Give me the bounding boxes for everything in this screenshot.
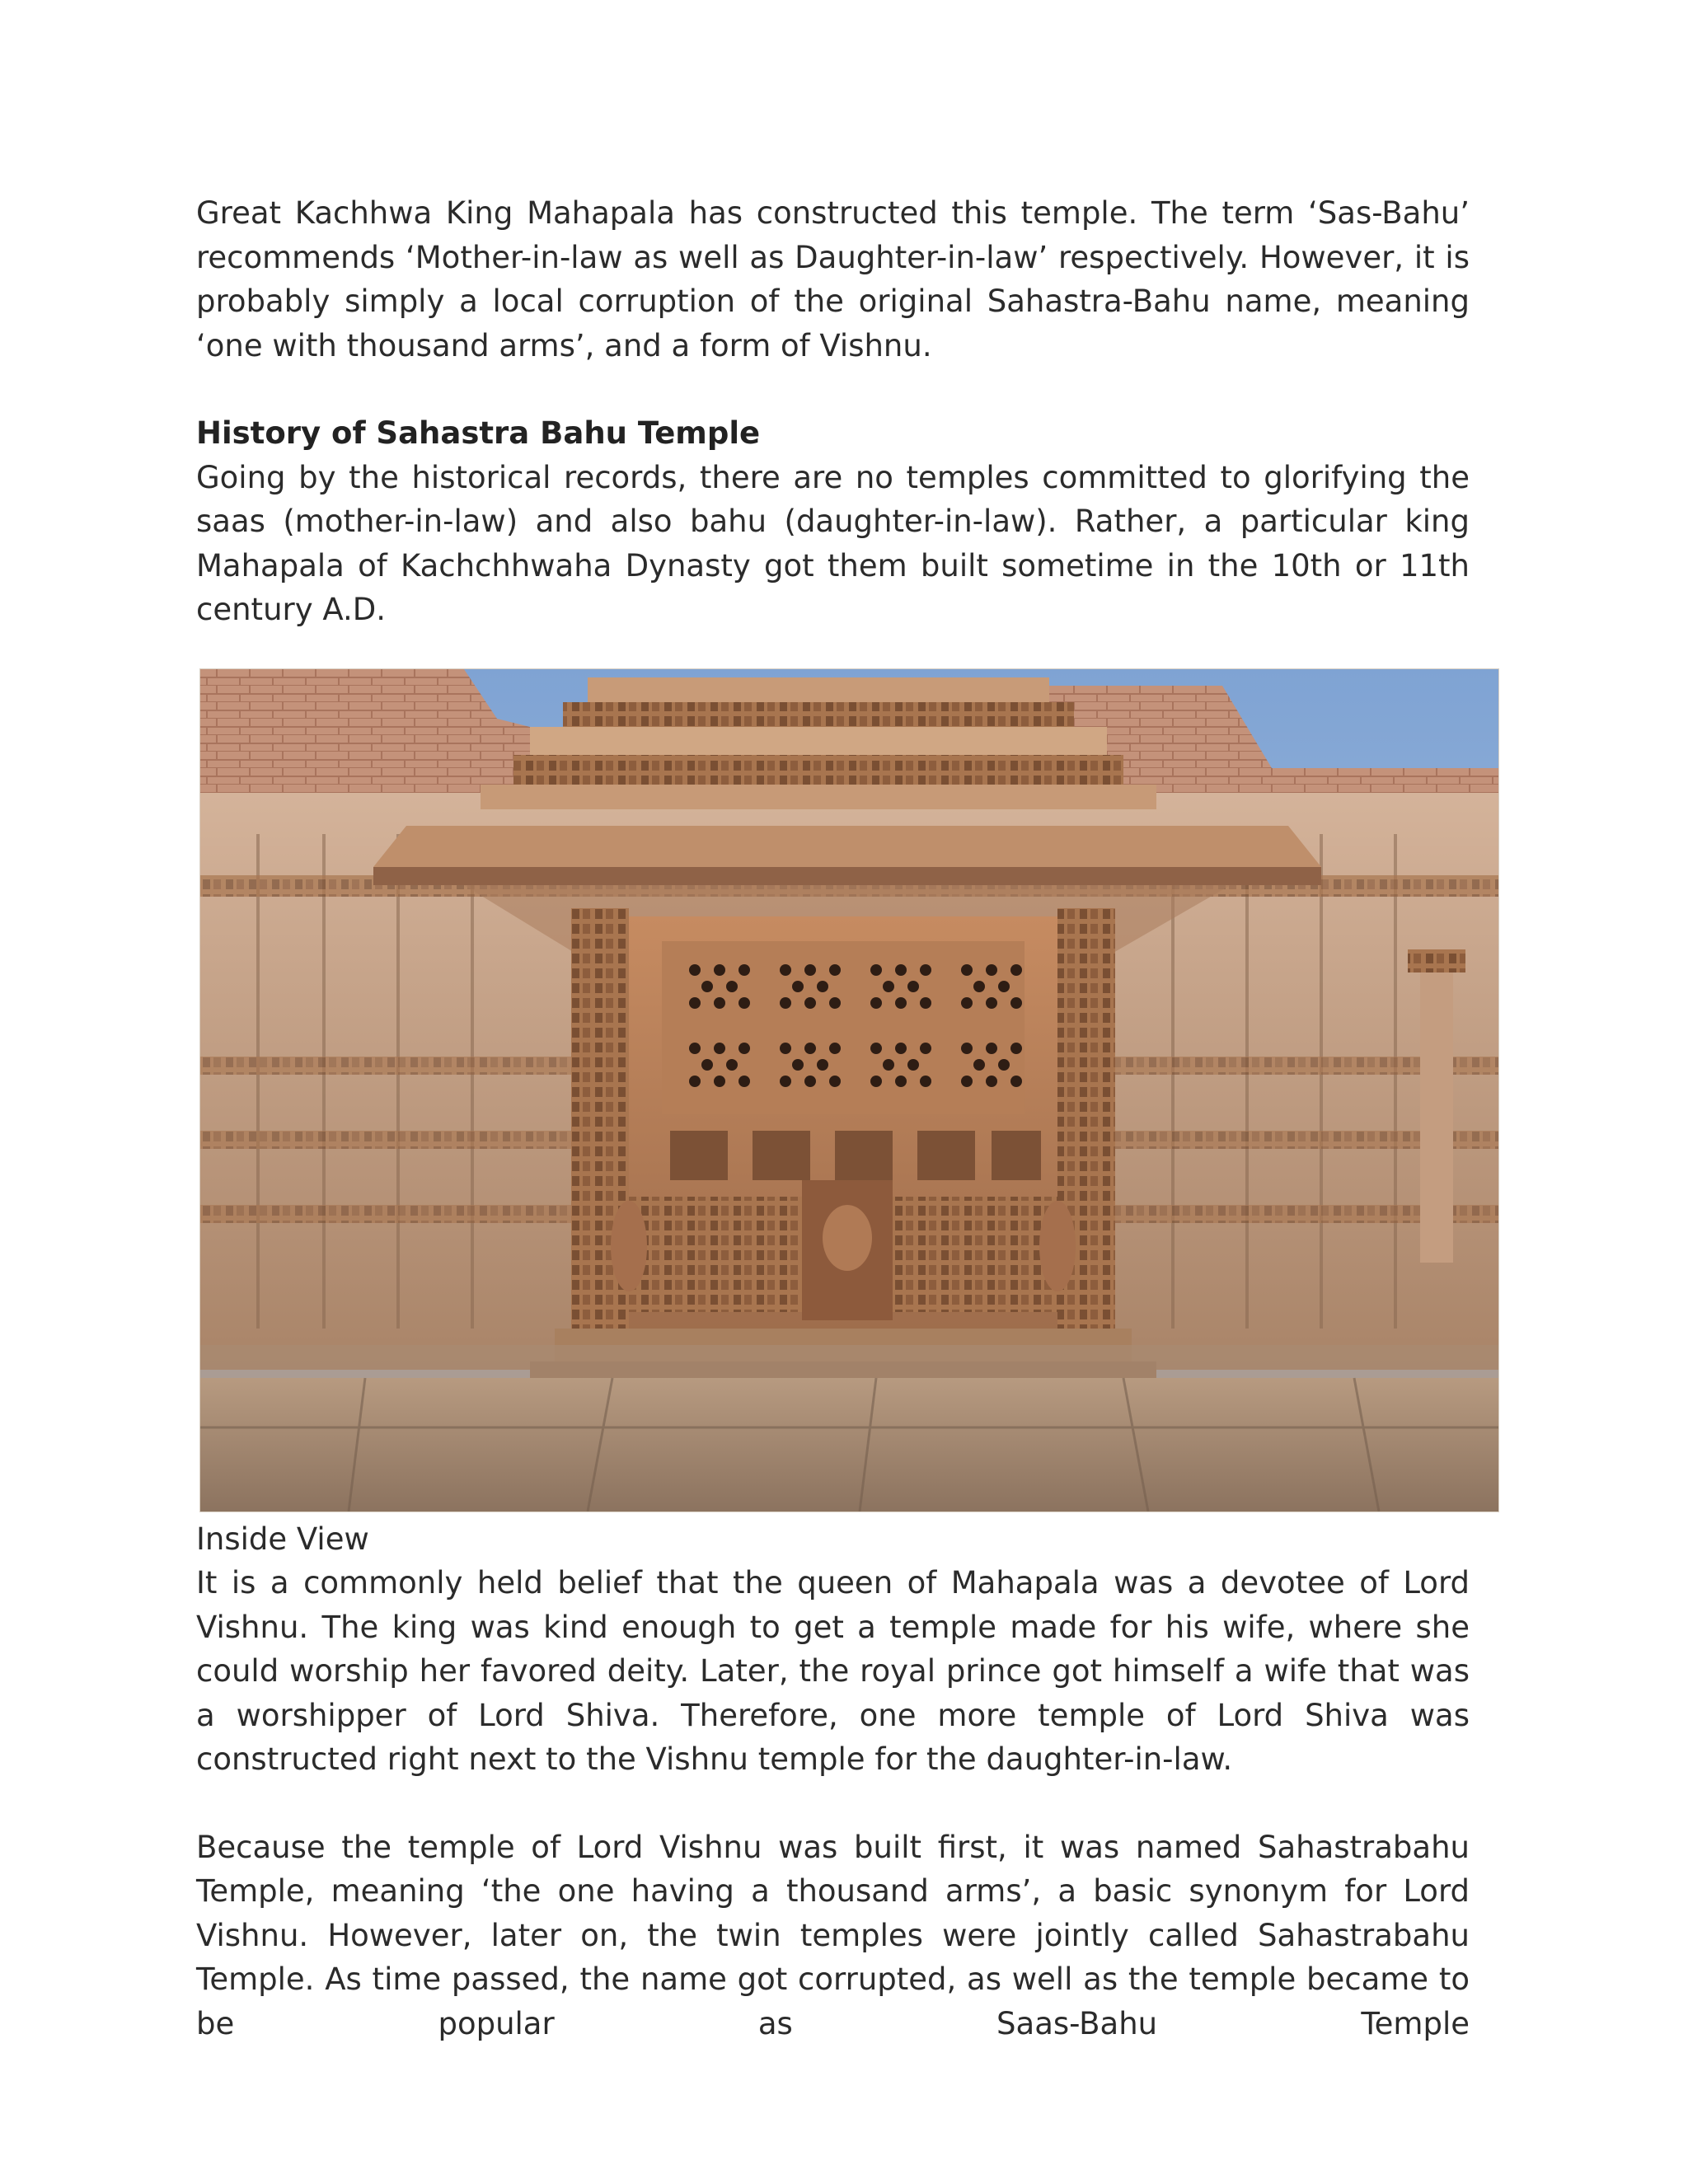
document-page xyxy=(196,191,1470,2046)
section-heading: History of Sahastra Bahu Temple xyxy=(196,415,761,451)
temple-photo xyxy=(199,668,1499,1512)
naming-paragraph: Because the temple of Lord Vishnu was built first, it was named Sahastrabahu Temple, meaning ‘the one having a thousand arms’, a basic synonym for Lord Vishnu. However, later on, the twin temples were jointly called Sahastrabahu Temple. As time passed, the name got corrupted, as well as the temple became to be popular as Saas-Bahu Temple xyxy=(196,1829,1470,2041)
history-paragraph: Going by the historical records, there are no temples committed to glorifying the saas (mother-in-law) and also bahu (daughter-in-law). Rather, a particular king Mahapala of Kachchhwaha Dynasty got them built sometime in the 10th or 11th century A.D. xyxy=(196,459,1470,627)
temple-illustration xyxy=(200,669,1498,1511)
intro-paragraph: Great Kachhwa King Mahapala has constructed this temple. The term ‘Sas-Bahu’ recommends ‘Mother-in-law as well as Daughter-in-law’ respectively. However, it is probably simply a local corruption of the original Sahastra-Bahu name, meaning ‘one with thousand arms’, and a form of Vishnu. xyxy=(196,195,1470,363)
photo-caption: Inside View xyxy=(196,1521,369,1557)
belief-paragraph: It is a commonly held belief that the queen of Mahapala was a devotee of Lord Vishnu. The king was kind enough to get a temple made for his wife, where she could worship her favored deity. Later, the royal prince got himself a wife that was a worshipper of Lord Shiva. Therefore, one more temple of Lord Shiva was constructed right next to the Vishnu temple for the daughter-in-law. xyxy=(196,1565,1470,1777)
